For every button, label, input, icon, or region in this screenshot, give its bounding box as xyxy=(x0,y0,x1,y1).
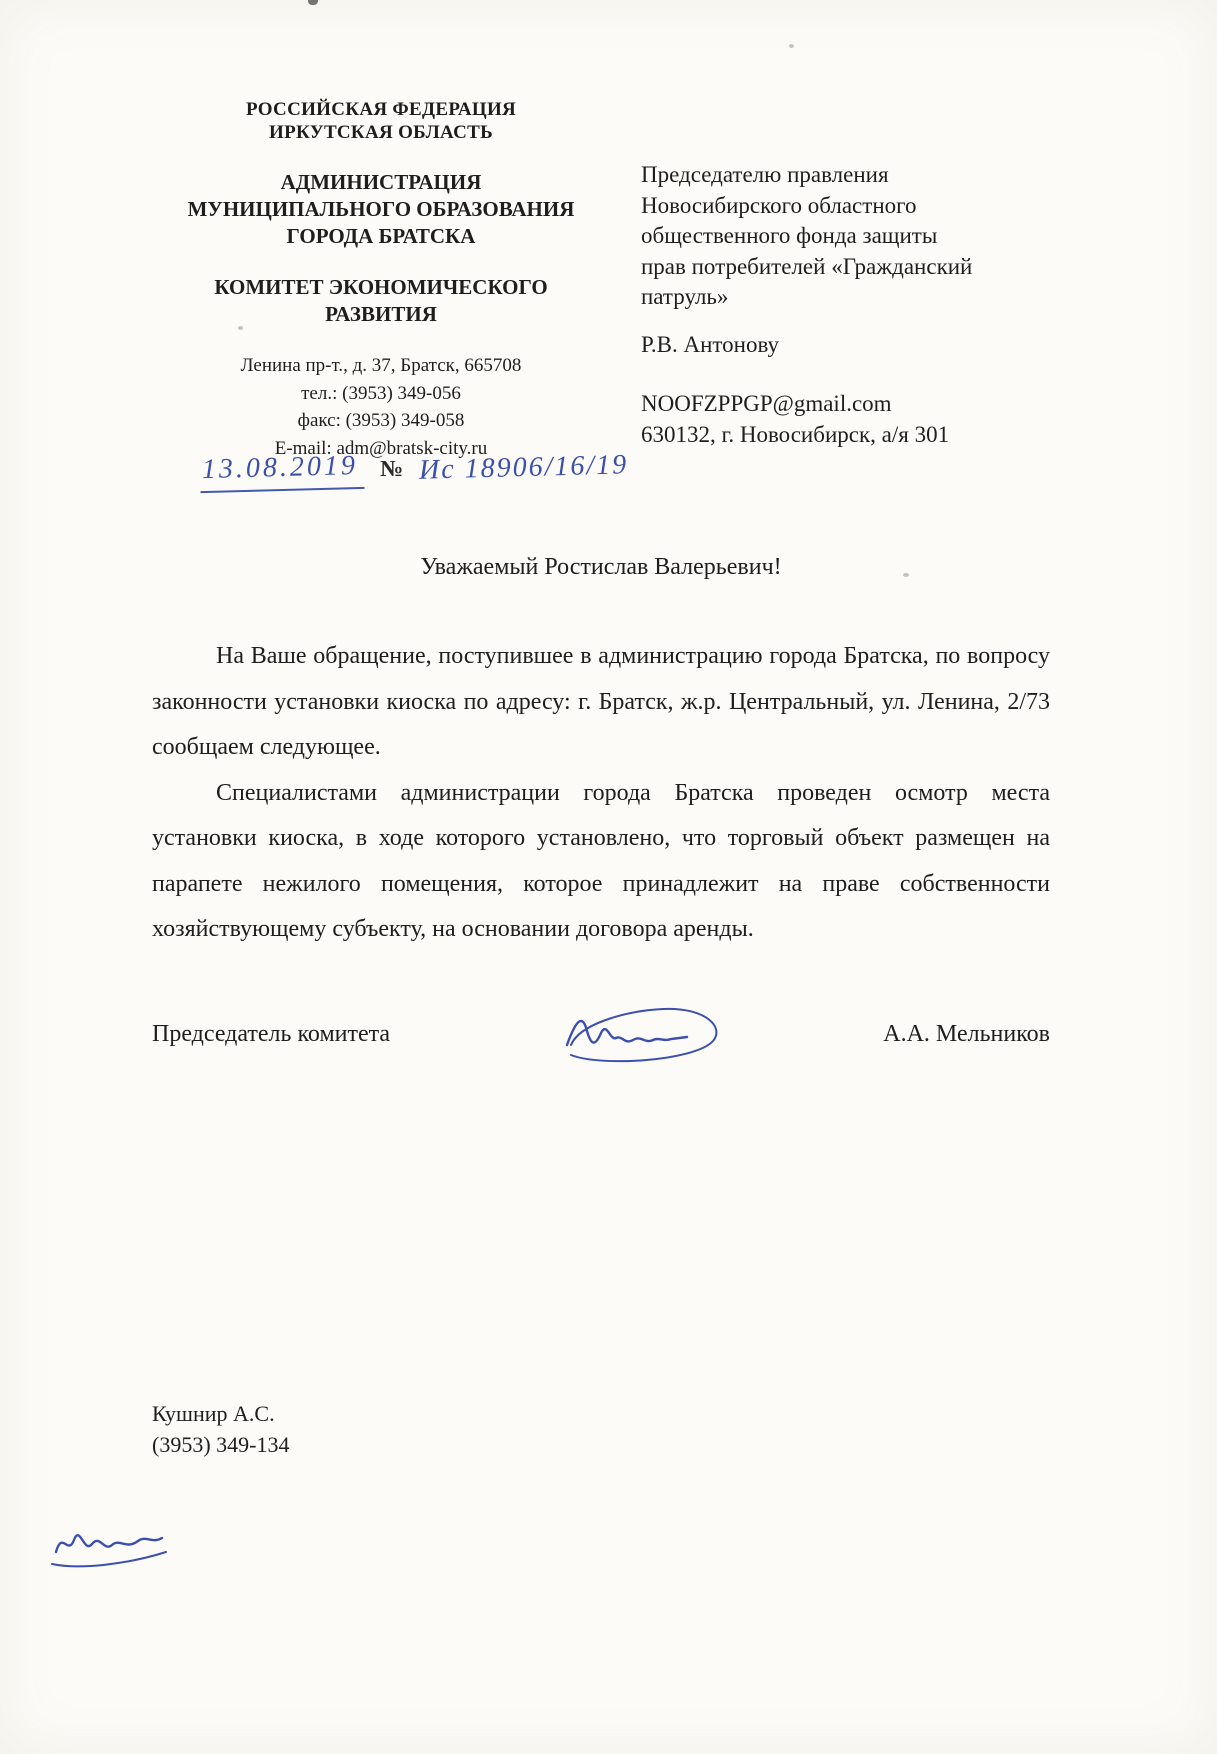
handwritten-outgoing-number: Ис 18906/16/19 xyxy=(418,449,629,486)
recipient-line: Председателю правления xyxy=(641,162,889,187)
letterhead-org-line3: ГОРОДА БРАТСКА xyxy=(286,224,476,248)
receipt-signature-ink xyxy=(44,1512,194,1583)
signer-name: А.А. Мельников xyxy=(883,1021,1050,1047)
recipient-email: NOOFZPPGP@gmail.com xyxy=(641,391,892,416)
letterhead-org-line1: АДМИНИСТРАЦИЯ xyxy=(280,170,482,194)
executor-name: Кушнир А.С. xyxy=(152,1401,275,1426)
letterhead-org-line2: МУНИЦИПАЛЬНОГО ОБРАЗОВАНИЯ xyxy=(187,197,575,221)
recipient-line: общественного фонда защиты xyxy=(641,223,938,248)
recipient-line: Новосибирского областного xyxy=(641,192,917,218)
recipient-name: Р.В. Антонову xyxy=(641,331,780,357)
letterhead-dept-line1: КОМИТЕТ ЭКОНОМИЧЕСКОГО xyxy=(214,275,548,299)
recipient-block xyxy=(641,160,1081,450)
letterhead-fax: факс: (3953) 349-058 xyxy=(297,410,465,431)
letterhead-region: ИРКУТСКАЯ ОБЛАСТЬ xyxy=(269,122,493,143)
letter-body xyxy=(152,634,1050,953)
scan-speck xyxy=(308,0,318,5)
letterhead-address: Ленина пр-т., д. 37, Братск, 665708 xyxy=(240,355,522,376)
letterhead-phone: тел.: (3953) 349-056 xyxy=(301,382,461,404)
salutation: Уважаемый Ростислав Валерьевич! xyxy=(420,554,782,580)
number-sign-label: № xyxy=(380,456,404,481)
recipient-line: патруль» xyxy=(641,284,729,309)
body-paragraph: Специалистами администрации города Братска проведен осмотр места установки киоска, в ходе которого установлено, что торговый объект размещен на парапете нежилого помещения, которое принадлежит на праве собственности хозяйствующему субъекту, на основании договора аренды. xyxy=(152,779,1050,942)
body-paragraph: На Ваше обращение, поступившее в администрацию города Братска, по вопросу законности установки киоска по адресу: г. Братск, ж.р. Центральный, ул. Ленина, 2/73 сообщаем следующее. xyxy=(152,643,1050,760)
recipient-line: прав потребителей «Гражданский xyxy=(641,253,973,279)
letterhead-email: E-mail: adm@bratsk-city.ru xyxy=(274,437,488,459)
executor-block xyxy=(152,1398,289,1460)
signer-position-title: Председатель комитета xyxy=(152,1021,391,1047)
recipient-postal-address: 630132, г. Новосибирск, а/я 301 xyxy=(641,421,950,447)
handwritten-date: 13.08.2019 xyxy=(200,450,365,493)
letterhead xyxy=(150,98,612,462)
signature-row xyxy=(152,1005,1050,1084)
letterhead-country: РОССИЙСКАЯ ФЕДЕРАЦИЯ xyxy=(245,99,517,120)
executor-phone: (3953) 349-134 xyxy=(152,1432,290,1457)
letterhead-dept-line2: РАЗВИТИЯ xyxy=(325,302,437,326)
scan-speck xyxy=(789,44,794,48)
reference-line xyxy=(200,449,629,491)
signature-ink xyxy=(537,999,737,1084)
